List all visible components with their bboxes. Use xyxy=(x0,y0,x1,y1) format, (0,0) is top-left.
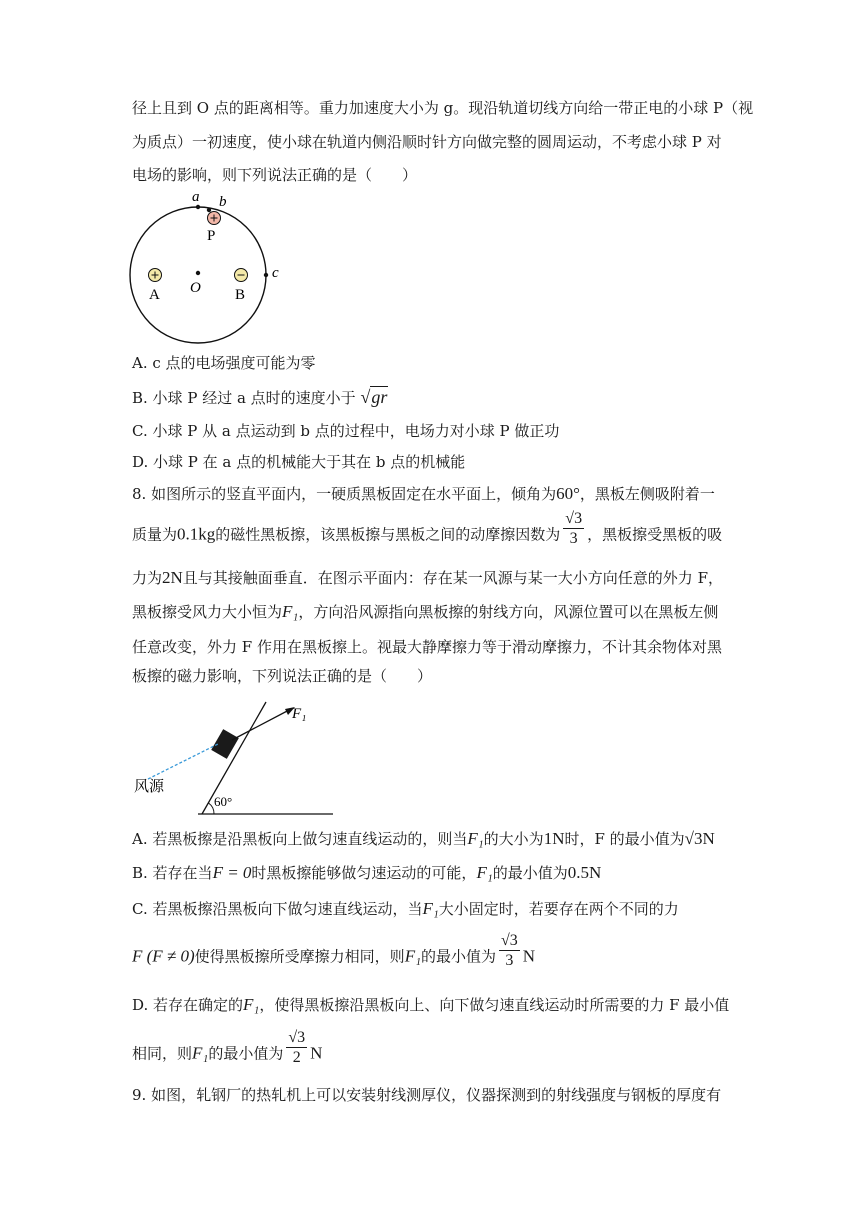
q7-text-line-3: 电场的影响，则下列说法正确的是（ ） xyxy=(132,166,418,184)
q8-text-line-5: 任意改变，外力 F 作用在黑板擦上。视最大静摩擦力等于滑动摩擦力，不计其余物体对黑 xyxy=(132,638,722,656)
label-charge-a: A xyxy=(149,287,160,303)
q7-text-line-2: 为质点）一初速度，使小球在轨道内侧沿顺时针方向做完整的圆周运动，不考虑小球 P 对 xyxy=(132,133,722,151)
label-charge-b: B xyxy=(235,287,246,303)
label-wind-source: 风源 xyxy=(134,779,165,795)
q8-option-b: B. 若存在当F = 0时黑板擦能够做匀速运动的可能，F₁的最小值为0.5N xyxy=(132,863,602,882)
label-a: a xyxy=(192,189,200,205)
point-b-dot xyxy=(207,208,211,212)
blackboard-line xyxy=(202,702,266,814)
q8-option-a: A. 若黑板擦是沿黑板向上做匀速直线运动的，则当F₁的大小为1N时，F 的最小值为√3N xyxy=(132,829,715,848)
q7-option-d: D. 小球 P 在 a 点的机械能大于其在 b 点的机械能 xyxy=(132,453,466,471)
label-p: P xyxy=(207,228,216,244)
q8-option-d-line-2: 相同，则F₁的最小值为 $\frac{√3}{2}$ N xyxy=(132,1029,323,1066)
charge-b-negative-icon xyxy=(235,269,248,282)
q7-option-b: B. 小球 P 经过 a 点时的速度小于 √gr xyxy=(132,387,388,407)
sqrt-gr: √gr xyxy=(360,387,388,407)
wind-dashed-line xyxy=(148,744,218,779)
d-fraction: $\frac{√3}{2}$ xyxy=(288,1029,306,1066)
q8-option-c-line-1: C. 若黑板擦沿黑板向下做匀速直线运动，当F₁大小固定时，若要存在两个不同的力 xyxy=(132,899,679,918)
label-o: O xyxy=(190,280,201,296)
eraser-block xyxy=(211,729,239,759)
q8-text-line-6: 板擦的磁力影响，下列说法正确的是（ ） xyxy=(132,667,433,685)
q9-text-line-1: 9. 如图，轧钢厂的热轧机上可以安装射线测厚仪，仪器探测到的射线强度与钢板的厚度有 xyxy=(132,1086,722,1104)
q8-text-line-2: 质量为0.1kg的磁性黑板擦，该黑板擦与黑板之间的动摩擦因数为 $\frac{√3}{3}$ ，黑板擦受黑板的吸 xyxy=(132,510,723,547)
q8-text-line-3: 力为2N且与其接触面垂直．在图示平面内：存在某一风源与某一大小方向任意的外力 F， xyxy=(132,568,723,587)
q8-option-d-line-1: D. 若存在确定的F₁，使得黑板擦沿黑板向上、向下做匀速直线运动时所需要的力 F 最小值 xyxy=(132,995,730,1014)
q7-circle-figure xyxy=(128,188,288,350)
mu-fraction: $\frac{√3}{3}$ xyxy=(565,510,583,547)
label-f1: F₁ xyxy=(292,706,307,722)
c-fraction: $\frac{√3}{3}$ xyxy=(501,932,518,969)
q7-option-c: C. 小球 P 从 a 点运动到 b 点的过程中，电场力对小球 P 做正功 xyxy=(132,422,560,440)
point-c-dot xyxy=(264,273,268,277)
q7-option-a: A. c 点的电场强度可能为零 xyxy=(132,354,316,372)
label-c: c xyxy=(272,265,279,281)
force-f1-arrow xyxy=(232,709,291,740)
q8-option-c-line-2: F (F ≠ 0)使得黑板擦所受摩擦力相同，则F₁的最小值为 $\frac{√3}{3}$ N xyxy=(132,932,536,969)
q8-blackboard-figure xyxy=(128,696,338,818)
label-b: b xyxy=(219,194,227,210)
point-a-dot xyxy=(196,205,200,209)
charge-a-positive-icon xyxy=(149,269,162,282)
ball-p-icon xyxy=(208,212,221,225)
q8-text-line-1: 8. 如图所示的竖直平面内，一硬质黑板固定在水平面上，倾角为60°，黑板左侧吸附着一 xyxy=(132,484,715,503)
label-angle: 60° xyxy=(214,794,233,809)
q7-text-line-1: 径上且到 O 点的距离相等。重力加速度大小为 g。现沿轨道切线方向给一带正电的小球 P（视 xyxy=(132,99,754,117)
center-o-dot xyxy=(196,271,200,275)
q8-text-line-4: 黑板擦受风力大小恒为F₁，方向沿风源指向黑板擦的射线方向，风源位置可以在黑板左侧 xyxy=(132,602,719,621)
